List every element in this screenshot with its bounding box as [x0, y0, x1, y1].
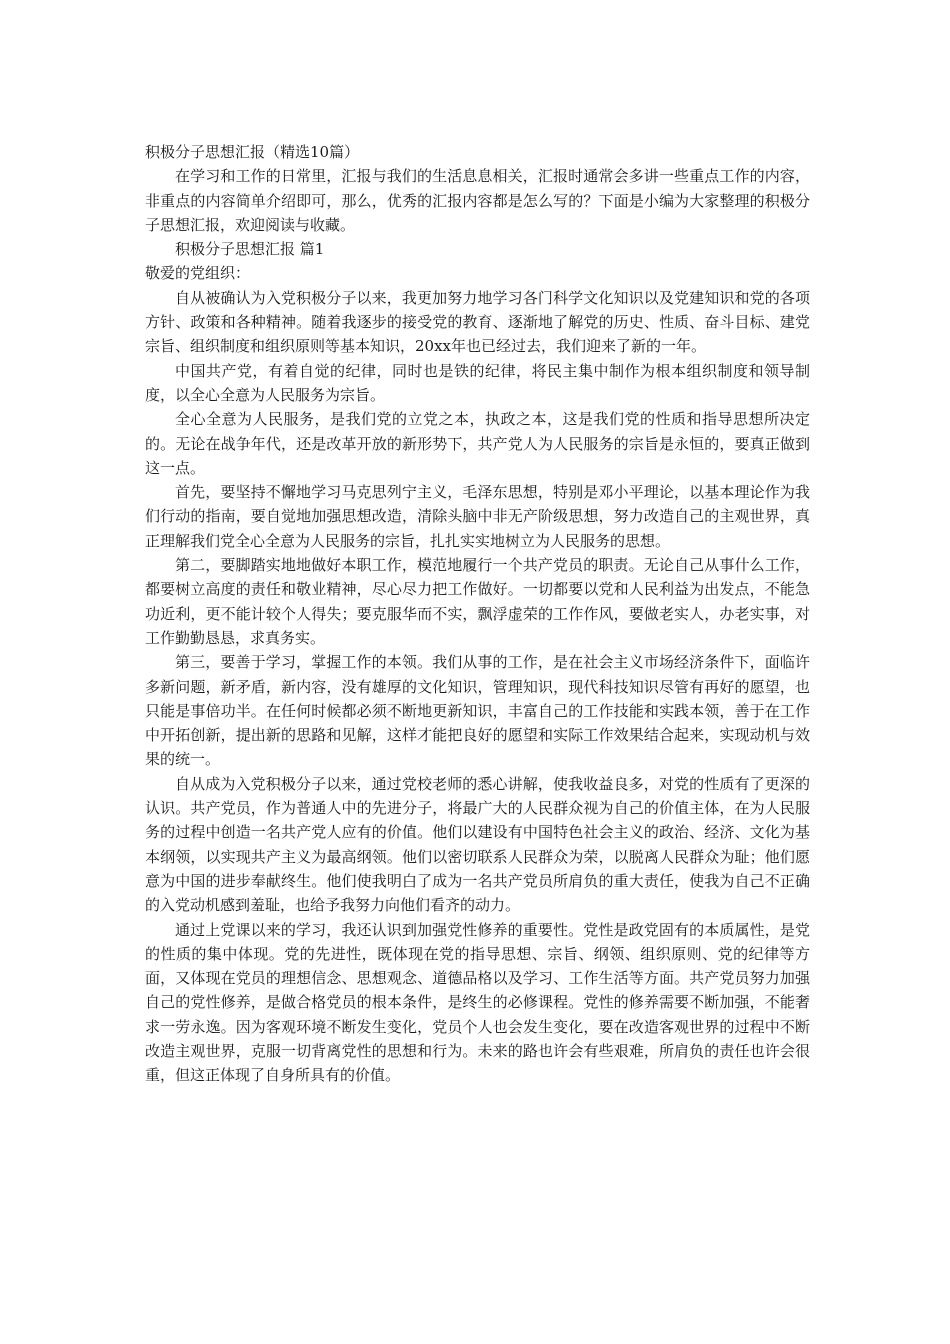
body-paragraph-8: 通过上党课以来的学习，我还认识到加强党性修养的重要性。党性是政党固有的本质属性，是党的性质的集中体现。党的先进性，既体现在党的指导思想、宗旨、纲领、组织原则、党的纪律等方面，又体现在党员的理想信念、思想观念、道德品格以及学习、工作生活等方面。共产党员努力加强自己的党性修养，是做合格党员的根本条件，是终生的必修课程。党性的修养需要不断加强，不能奢求一劳永逸。因为客观环境不断发生变化，党员个人也会发生变化，要在改造客观世界的过程中不断改造主观世界，克服一切背离党性的思想和行为。未来的路也许会有些艰难，所肩负的责任也许会很重，但这正体现了自身所具有的价值。 — [145, 920, 810, 1085]
salutation: 敬爱的党组织： — [145, 264, 251, 283]
body-paragraph-3: 全心全意为人民服务，是我们党的立党之本，执政之本，这是我们党的性质和指导思想所决定的。无论在战争年代，还是改革开放的新形势下，共产党人为人民服务的宗旨是永恒的，要真正做到这一点。 — [145, 410, 810, 477]
document-page — [145, 140, 810, 1088]
body-paragraph-1: 自从被确认为入党积极分子以来，我更加努力地学习各门科学文化知识以及党建知识和党的各项方针、政策和各种精神。随着我逐步的接受党的教育、逐渐地了解党的历史、性质、奋斗目标、建党宗旨、组织制度和组织原则等基本知识，20xx年也已经过去，我们迎来了新的一年。 — [145, 288, 810, 356]
body-paragraph-7: 自从成为入党积极分子以来，通过党校老师的悉心讲解，使我收益良多，对党的性质有了更深的认识。共产党员，作为普通人中的先进分子，将最广大的人民群众视为自己的价值主体，在为人民服务的过程中创造一名共产党人应有的价值。他们以建设有中国特色社会主义的政治、经济、文化为基本纲领，以实现共产主义为最高纲领。他们以密切联系人民群众为荣，以脱离人民群众为耻；他们愿意为中国的进步奉献终生。他们使我明白了成为一名共产党员所肩负的重大责任，使我为自己不正确的入党动机感到羞耻，也给予我努力向他们看齐的动力。 — [145, 774, 810, 915]
body-paragraph-4: 首先，要坚持不懈地学习马克思列宁主义，毛泽东思想，特别是邓小平理论，以基本理论作为我们行动的指南，要自觉地加强思想改造，清除头脑中非无产阶级思想，努力改造自己的主观世界，真正理解我们党全心全意为人民服务的宗旨，扎扎实实地树立为人民服务的思想。 — [145, 483, 810, 550]
body-paragraph-2: 中国共产党，有着自觉的纪律，同时也是铁的纪律，将民主集中制作为根本组织制度和领导制度，以全心全意为人民服务为宗旨。 — [145, 361, 810, 404]
section-title: 积极分子思想汇报 篇1 — [175, 240, 325, 259]
document-title: 积极分子思想汇报（精选10篇） — [145, 143, 360, 161]
body-paragraph-6: 第三，要善于学习，掌握工作的本领。我们从事的工作，是在社会主义市场经济条件下，面临许多新问题，新矛盾，新内容，没有雄厚的文化知识，管理知识，现代科技知识尽管有再好的愿望，也只能是事倍功半。在任何时候都必须不断地更新知识，丰富自己的工作技能和实践本领，善于在工作中开拓创新，提出新的思路和见解，这样才能把良好的愿望和实际工作效果结合起来，实现动机与效果的统一。 — [145, 653, 810, 769]
body-paragraph-5: 第二，要脚踏实地地做好本职工作，模范地履行一个共产党员的职责。无论自己从事什么工作，都要树立高度的责任和敬业精神，尽心尽力把工作做好。一切都要以党和人民利益为出发点，不能急功近利，更不能计较个人得失；要克服华而不实，飘浮虚荣的工作作风，要做老实人，办老实事，对工作勤勤恳恳，求真务实。 — [145, 556, 810, 647]
intro-paragraph: 在学习和工作的日常里，汇报与我们的生活息息相关，汇报时通常会多讲一些重点工作的内容，非重点的内容简单介绍即可，那么，优秀的汇报内容都是怎么写的？下面是小编为大家整理的积极分子思想汇报，欢迎阅读与收藏。 — [145, 167, 810, 234]
